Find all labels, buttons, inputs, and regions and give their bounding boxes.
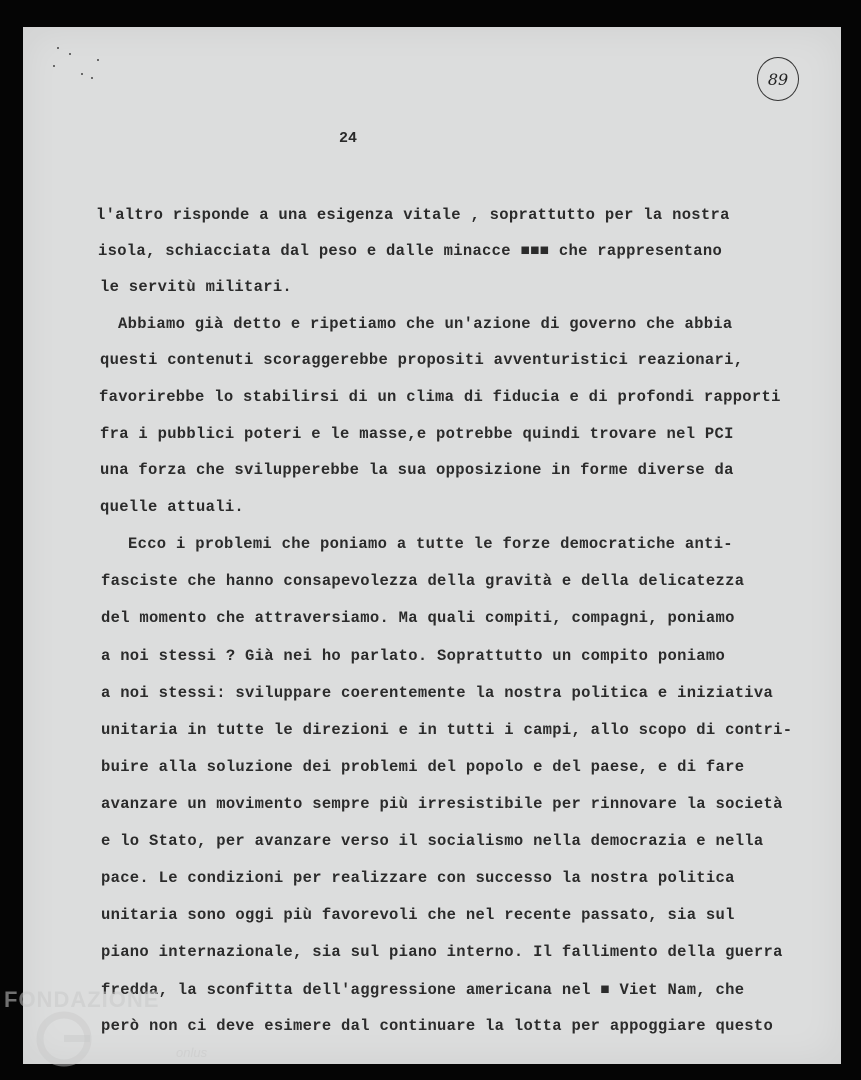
text-line: le servitù militari.: [100, 278, 293, 296]
text-line: fasciste che hanno consapevolezza della gravità e della delicatezza: [101, 572, 745, 590]
text-line: avanzare un movimento sempre più irresistibile per rinnovare la società: [101, 795, 783, 813]
document-page: [23, 27, 841, 1064]
text-line: quelle attuali.: [100, 498, 245, 516]
text-line: questi contenuti scoraggerebbe propositi avventuristici reazionari,: [100, 351, 744, 369]
foundation-logo-icon: [34, 1005, 94, 1069]
text-line: pace. Le condizioni per realizzare con successo la nostra politica: [101, 869, 735, 887]
text-line: unitaria in tutte le direzioni e in tutti i campi, allo scopo di contri-: [101, 721, 793, 739]
text-line: e lo Stato, per avanzare verso il socialismo nella democrazia e nella: [101, 832, 764, 850]
text-line: del momento che attraversiamo. Ma quali compiti, compagni, poniamo: [101, 609, 735, 627]
text-line: unitaria sono oggi più favorevoli che nel recente passato, sia sul: [101, 906, 735, 924]
text-line: però non ci deve esimere dal continuare la lotta per appoggiare questo: [101, 1017, 774, 1035]
text-line: favorirebbe lo stabilirsi di un clima di fiducia e di profondi rapporti: [99, 388, 781, 406]
archive-number-circle: 89: [757, 57, 799, 101]
text-line: fra i pubblici poteri e le masse,e potrebbe quindi trovare nel PCI: [100, 425, 734, 443]
page-number: 24: [339, 130, 358, 147]
text-line: piano internazionale, sia sul piano interno. Il fallimento della guerra: [101, 943, 783, 961]
text-line: Abbiamo già detto e ripetiamo che un'azione di governo che abbia: [118, 315, 733, 333]
text-line: a noi stessi: sviluppare coerentemente la nostra politica e iniziativa: [101, 684, 774, 702]
text-line: Ecco i problemi che poniamo a tutte le forze democratiche anti-: [128, 535, 733, 553]
watermark-subtitle: onlus: [176, 1045, 208, 1060]
scan-speckles: [37, 43, 107, 83]
foundation-watermark: [4, 985, 234, 1080]
text-line: isola, schiacciata dal peso e dalle minacce ■■■ che rappresentano: [98, 242, 723, 260]
watermark-name: FONDAZIONE: [4, 987, 160, 1012]
text-line: buire alla soluzione dei problemi del popolo e del paese, e di fare: [101, 758, 745, 776]
text-line: una forza che svilupperebbe la sua opposizione in forme diverse da: [100, 461, 734, 479]
text-line: l'altro risponde a una esigenza vitale , soprattutto per la nostra: [96, 206, 730, 224]
text-line: fredda, la sconfitta dell'aggressione americana nel ■ Viet Nam, che: [101, 981, 745, 999]
text-line: a noi stessi ? Già nei ho parlato. Soprattutto un compito poniamo: [101, 647, 726, 665]
